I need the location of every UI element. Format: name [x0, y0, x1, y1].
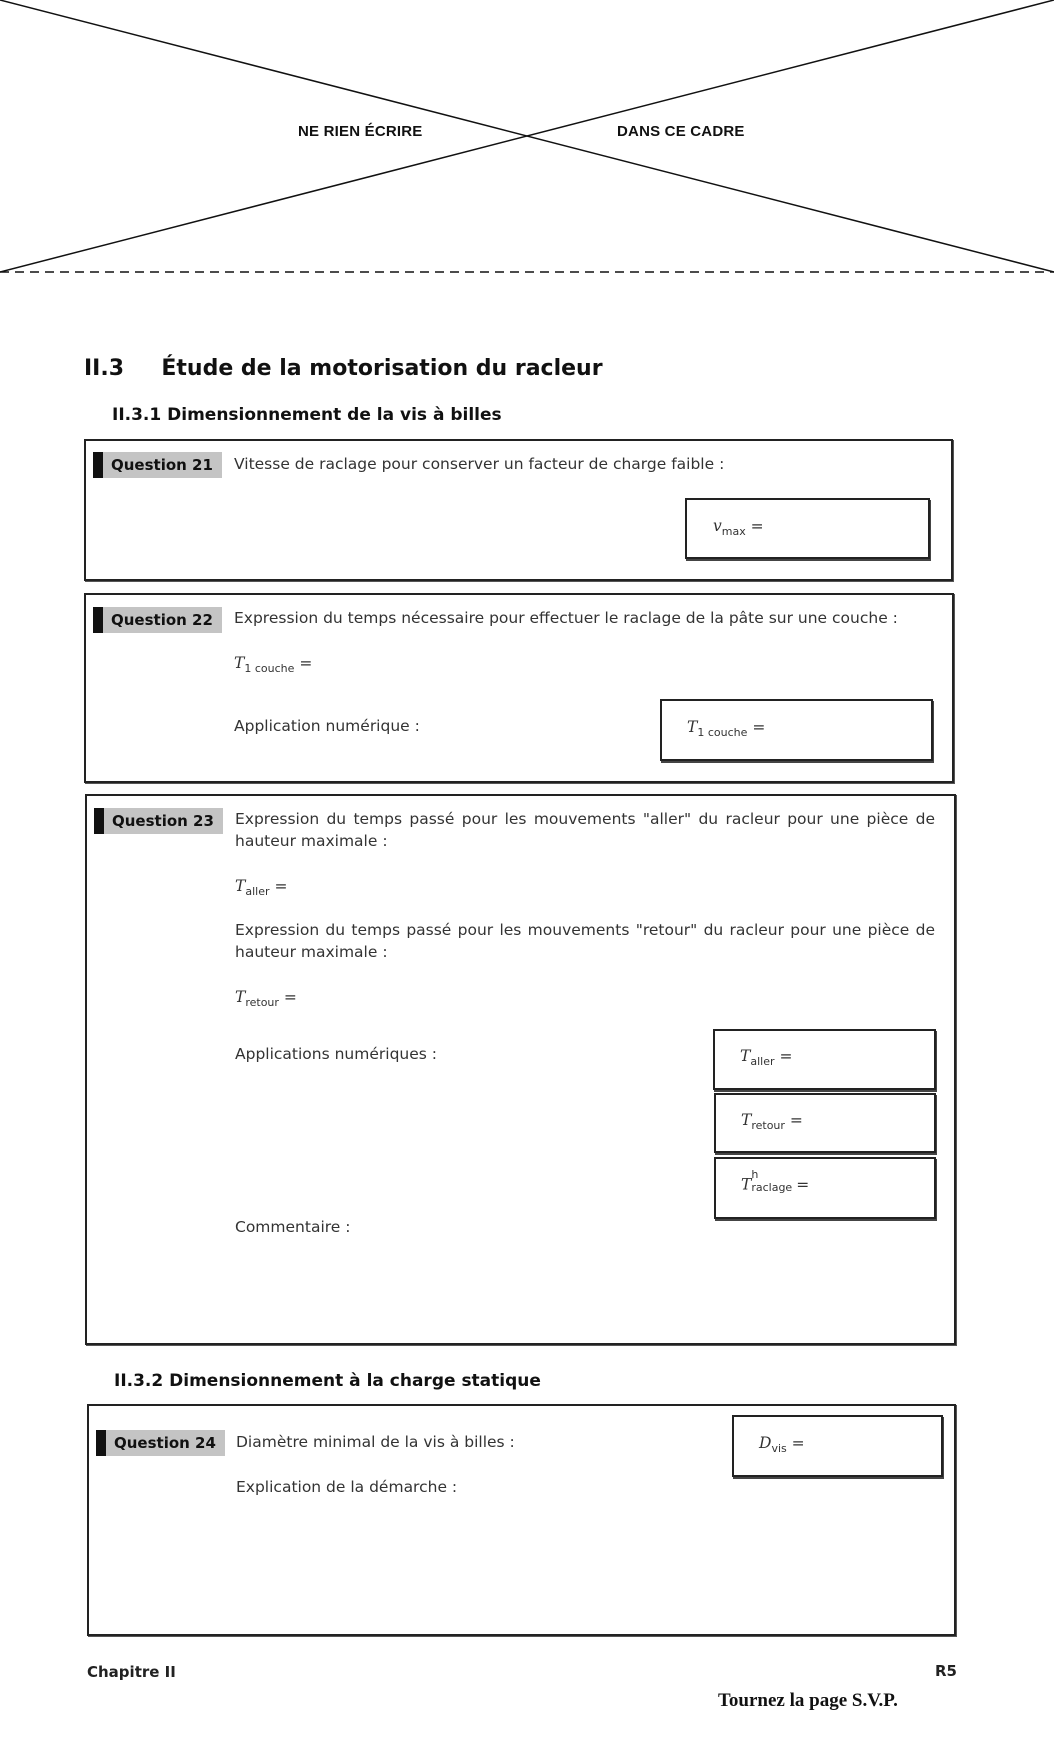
answer-field-traclage[interactable] [714, 1157, 936, 1219]
question-23-box [85, 794, 956, 1345]
question-24-text: Diamètre minimal de la vis à billes : [236, 1433, 515, 1451]
header-cross-frame [0, 0, 1054, 275]
taller-answer-label: $T_{aller}$ = [740, 1047, 793, 1069]
tretour-expression[interactable]: $T_{retour}$ = [235, 988, 297, 1010]
taller-expression[interactable]: $T_{aller}$ = [235, 877, 288, 899]
footer-chapter: Chapitre II [87, 1663, 176, 1681]
question-23-text-aller: Expression du temps passé pour les mouvements "aller" du racleur pour une pièce de hauteur maximale : [235, 810, 935, 850]
question-24-badge: Question 24 [96, 1430, 225, 1456]
turn-page-note: Tournez la page S.V.P. [718, 1690, 898, 1711]
vmax-label: $v_{max}$ = [713, 517, 764, 539]
section-number: II.3 [84, 356, 125, 381]
t1couche-answer-label: $T_{1 couche}$ = [687, 718, 766, 740]
question-21-text: Vitesse de raclage pour conserver un facteur de charge faible : [234, 455, 725, 473]
subsection-1-title: II.3.1 Dimensionnement de la vis à billes [112, 405, 502, 425]
question-23-text-retour: Expression du temps passé pour les mouvements "retour" du racleur pour une pièce de hauteur maximale : [235, 921, 935, 961]
section-heading [84, 356, 603, 381]
traclage-answer-label: T h raclage = [741, 1168, 810, 1194]
applications-numeriques-label: Applications numériques : [235, 1045, 437, 1063]
subsection-2-title: II.3.2 Dimensionnement à la charge statique [114, 1371, 541, 1391]
answer-field-vmax[interactable] [685, 498, 930, 559]
question-24-box [87, 1404, 956, 1636]
no-write-left-text: NE RIEN ÉCRIRE [298, 123, 423, 140]
footer-page-number: R5 [935, 1662, 957, 1680]
tretour-answer-label: $T_{retour}$ = [741, 1111, 803, 1133]
question-22-text: Expression du temps nécessaire pour effectuer le raclage de la pâte sur une couche : [234, 609, 898, 627]
application-numerique-label: Application numérique : [234, 717, 420, 735]
answer-field-t1couche[interactable] [660, 699, 933, 761]
dvis-answer-label: $D_{vis}$ = [759, 1434, 805, 1456]
question-21-box [84, 439, 953, 581]
question-22-box [84, 593, 954, 783]
explication-label: Explication de la démarche : [236, 1478, 458, 1496]
no-write-right-text: DANS CE CADRE [617, 123, 745, 140]
question-21-badge: Question 21 [93, 452, 222, 478]
commentaire-label: Commentaire : [235, 1218, 351, 1236]
answer-field-taller[interactable] [713, 1029, 936, 1090]
t1couche-expression[interactable]: $T_{1 couche}$ = [234, 654, 313, 676]
answer-field-tretour[interactable] [714, 1093, 936, 1153]
answer-field-dvis[interactable] [732, 1415, 943, 1477]
section-title: Étude de la motorisation du racleur [161, 356, 603, 381]
question-22-badge: Question 22 [93, 607, 222, 633]
question-23-badge: Question 23 [94, 808, 223, 834]
